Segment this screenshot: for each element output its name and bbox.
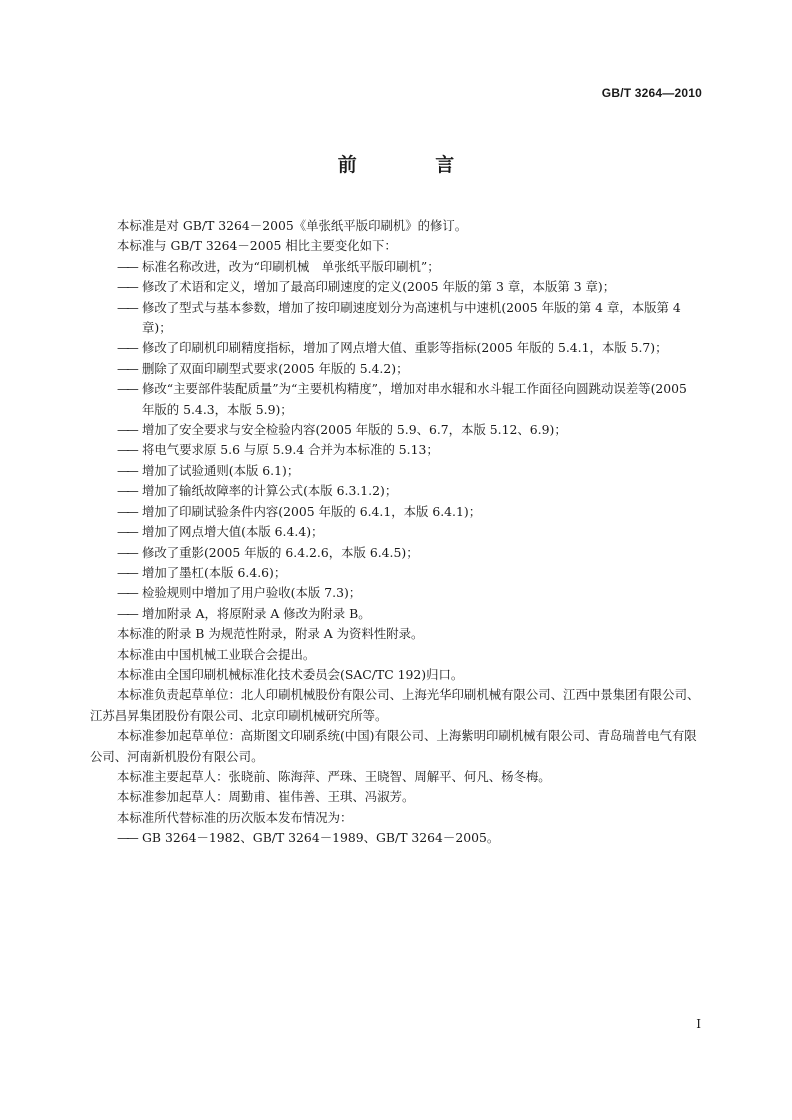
history-intro: 本标准所代替标准的历次版本发布情况为：	[117, 809, 353, 825]
change-item	[90, 257, 702, 277]
change-item-text: 增加附录 A，将原附录 A 修改为附录 B。	[142, 605, 371, 621]
change-item-text: 增加了试验通则(本版 6.1)；	[142, 462, 300, 478]
change-item-text: 检验规则中增加了用户验收(本版 7.3)；	[142, 585, 362, 601]
page-title: 前 言	[337, 154, 491, 176]
main-drafters: 本标准主要起草人：张晓前、陈海萍、严珠、王晓智、周解平、何凡、杨冬梅。	[117, 768, 551, 784]
change-item	[90, 604, 702, 624]
page-number: I	[696, 1017, 701, 1031]
history-item	[90, 828, 702, 848]
change-item	[90, 502, 702, 522]
standard-code: GB/T 3264—2010	[601, 86, 702, 100]
change-item	[90, 338, 702, 358]
change-item	[90, 440, 702, 460]
intro-paragraph: 本标准是对 GB/T 3264－2005《单张纸平版印刷机》的修订。	[117, 218, 468, 233]
history-item-text: GB 3264－1982、GB/T 3264－1989、GB/T 3264－2005。	[142, 830, 500, 846]
dash-marker: ——	[117, 381, 136, 397]
change-item-text: 增加了印刷试验条件内容(2005 年版的 6.4.1，本版 6.4.1)；	[142, 503, 482, 519]
change-item	[90, 298, 702, 339]
change-item-text: 修改“主要部件装配质量”为“主要机构精度”，增加对串水辊和水斗辊工作面径向圆跳动误差等(2005 年版的 5.4.3，本版 5.9)；	[142, 381, 687, 417]
dash-marker: ——	[117, 279, 136, 295]
change-item-text: 修改了重影(2005 年版的 6.4.2.6，本版 6.4.5)；	[142, 544, 419, 560]
dash-marker: ——	[117, 462, 136, 478]
change-item-text: 增加了墨杠(本版 6.4.6)；	[142, 564, 287, 580]
change-item-text: 修改了印刷机印刷精度指标，增加了网点增大值、重影等指标(2005 年版的 5.4.1，本版 5.7)；	[142, 340, 668, 356]
change-item	[90, 522, 702, 542]
dash-marker: ——	[117, 360, 136, 376]
change-item	[90, 481, 702, 501]
change-item-text: 增加了网点增大值(本版 6.4.4)；	[142, 524, 324, 540]
change-item	[90, 583, 702, 603]
dash-marker: ——	[117, 605, 136, 621]
change-item	[90, 277, 702, 297]
committee-note: 本标准由全国印刷机械标准化技术委员会(SAC/TC 192)归口。	[117, 666, 464, 682]
change-item-text: 将电气要求原 5.6 与原 5.9.4 合并为本标准的 5.13；	[142, 442, 439, 458]
proposer-note: 本标准由中国机械工业联合会提出。	[117, 646, 316, 662]
dash-marker: ——	[117, 585, 136, 601]
dash-marker: ——	[117, 299, 136, 315]
dash-marker: ——	[117, 422, 136, 438]
dash-marker: ——	[117, 483, 136, 499]
change-item	[90, 359, 702, 379]
annex-note: 本标准的附录 B 为规范性附录，附录 A 为资料性附录。	[117, 626, 424, 642]
change-item	[90, 379, 702, 420]
dash-marker: ——	[117, 258, 136, 274]
change-item-text: 修改了型式与基本参数，增加了按印刷速度划分为高速机与中速机(2005 年版的第 4 章，本版第 4 章)；	[142, 299, 681, 336]
change-item-text: 删除了双面印刷型式要求(2005 年版的 5.4.2)；	[142, 360, 409, 376]
change-item-text: 标准名称改进，改为“印刷机械 单张纸平版印刷机”；	[142, 258, 440, 274]
dash-marker: ——	[117, 503, 136, 519]
participating-drafters: 本标准参加起草人：周勤甫、崔伟善、王琪、冯淑芳。	[117, 789, 415, 805]
dash-marker: ——	[117, 442, 136, 458]
dash-marker: ——	[117, 340, 136, 356]
dash-marker: ——	[117, 830, 136, 846]
dash-marker: ——	[117, 524, 136, 540]
change-item	[90, 461, 702, 481]
intro-paragraph: 本标准与 GB/T 3264－2005 相比主要变化如下：	[117, 238, 397, 254]
change-item-text: 增加了输纸故障率的计算公式(本版 6.3.1.2)；	[142, 483, 398, 499]
foreword-body	[90, 216, 702, 849]
change-item	[90, 420, 702, 440]
change-item	[90, 563, 702, 583]
change-item-text: 增加了安全要求与安全检验内容(2005 年版的 5.9、6.7，本版 5.12、6.9)；	[142, 422, 567, 438]
dash-marker: ——	[117, 544, 136, 560]
change-item	[90, 543, 702, 563]
drafting-units: 本标准负责起草单位：北人印刷机械股份有限公司、上海光华印刷机械有限公司、江西中景集团有限公司、江苏昌昇集团股份有限公司、北京印刷机械研究所等。	[90, 687, 700, 723]
dash-marker: ——	[117, 564, 136, 580]
change-item-text: 修改了术语和定义，增加了最高印刷速度的定义(2005 年版的第 3 章，本版第 3 章)；	[142, 279, 616, 295]
participating-units: 本标准参加起草单位：高斯图文印刷系统(中国)有限公司、上海紫明印刷机械有限公司、青岛瑞普电气有限公司、河南新机股份有限公司。	[90, 728, 697, 764]
